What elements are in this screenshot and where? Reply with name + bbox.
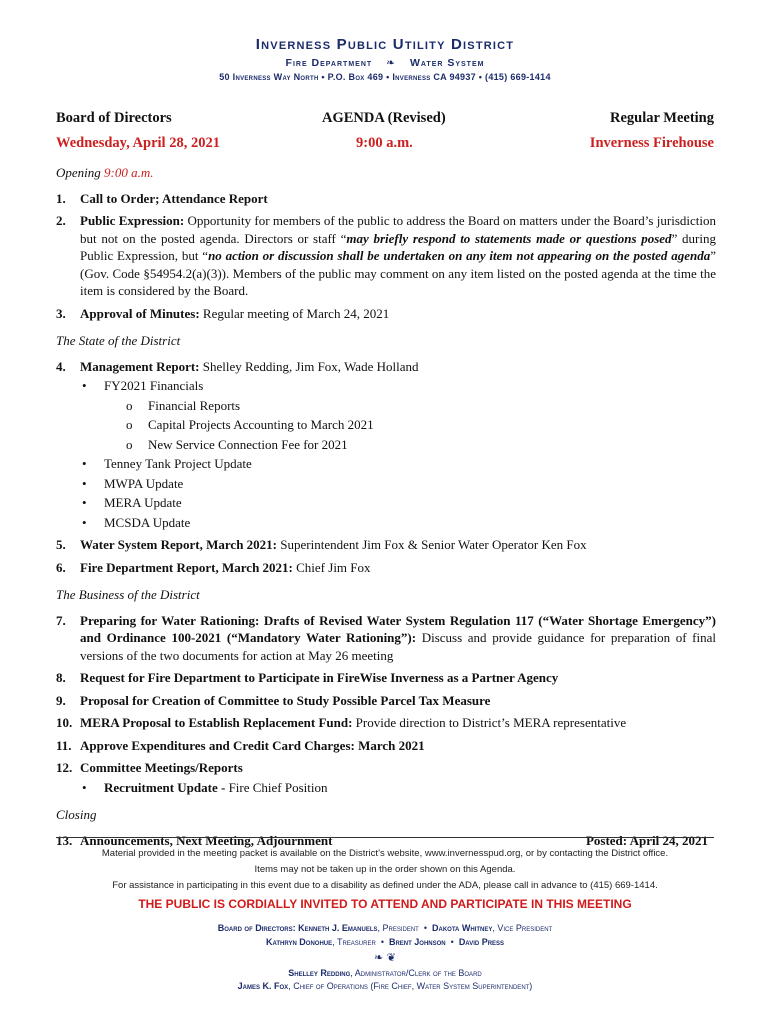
item-title: Committee Meetings/Reports <box>80 760 243 775</box>
item-title: Approval of Minutes: <box>80 305 200 321</box>
ornament-icon: ❧ ❦ <box>374 951 396 964</box>
item-number: 7. <box>56 612 66 628</box>
agenda-item-2 <box>56 212 716 300</box>
list-item-title: Recruitment Update - <box>104 779 226 795</box>
staff-role: , Chief of Operations (Fire Chief, Water System Superintendent) <box>288 981 533 991</box>
sublist-item: o Financial Reports <box>104 397 716 415</box>
item-text: Chief Jim Fox <box>292 559 371 575</box>
item-text: ” (Gov. Code §54954.2(a)(3)). Members of the public may comment on any item listed on the posted agenda at the time the item is considered by the Board. <box>80 248 716 298</box>
item-number: 6. <box>56 559 66 575</box>
item-number: 9. <box>56 692 66 708</box>
item-text: Superintendent Jim Fox & Senior Water Operator Ken Fox <box>277 537 587 552</box>
agenda-item-11 <box>56 737 716 755</box>
item-number: 3. <box>56 305 66 321</box>
board-roster <box>0 922 770 994</box>
agenda-item-7 <box>56 612 716 665</box>
list-item <box>56 779 716 797</box>
departments-line <box>0 57 770 69</box>
item-title: Proposal for Creation of Committee to Study Possible Parcel Tax Measure <box>80 692 491 708</box>
director-role: , President <box>377 923 419 933</box>
water-system-label: Water System <box>409 57 485 69</box>
meeting-time: 9:00 a.m. <box>356 135 413 151</box>
item-number: 11. <box>56 737 72 753</box>
agenda-label: AGENDA (Revised) <box>322 110 446 126</box>
address-line: 50 Inverness Way North • P.O. Box 469 • Inverness CA 94937 • (415) 669-1414 <box>219 72 551 82</box>
agenda-item-1 <box>56 190 716 208</box>
agenda-item-3 <box>56 305 716 323</box>
district-name: Inverness Public Utility District <box>255 36 515 53</box>
item-title: Fire Department Report, March 2021: <box>80 559 293 575</box>
note-packet: Material provided in the meeting packet is available on the District’s website, www.invernesspud.org, or by contacting the District office. <box>101 848 669 859</box>
item-text: ” during Public Expression, but “ <box>80 230 716 263</box>
director-name: Kenneth J. Emanuels <box>298 923 378 933</box>
director-role: , Vice President <box>492 923 553 933</box>
footer-notes <box>0 846 770 894</box>
item-title: Request for Fire Department to Participate in FireWise Inverness as a Partner Agency <box>80 670 559 685</box>
item-title: Approve Expenditures and Credit Card Charges: March 2021 <box>80 737 425 753</box>
director-name: Kathryn Donohue <box>265 936 333 947</box>
note-order: Items may not be taken up in the order shown on this Agenda. <box>254 864 516 875</box>
sublist-item: o New Service Connection Fee for 2021 <box>104 436 716 454</box>
director-name: David Press <box>458 936 505 947</box>
public-invitation: THE PUBLIC IS CORDIALLY INVITED TO ATTEND AND PARTICIPATE IN THIS MEETING <box>138 897 632 911</box>
agenda-item-8 <box>56 669 716 687</box>
fleuron-icon: ❧ <box>386 57 396 69</box>
item-number: 13. <box>56 832 73 848</box>
section-heading-state: The State of the District <box>56 333 181 348</box>
item-number: 12. <box>56 760 73 775</box>
footer-divider <box>56 837 714 838</box>
agenda-item-5 <box>56 536 716 554</box>
list-item-text: FY2021 Financials <box>104 378 204 393</box>
agenda-item-4 <box>56 358 716 532</box>
item-number: 8. <box>56 670 66 685</box>
board-label: Board of Directors <box>56 110 172 126</box>
item-title: Public Expression: <box>80 213 185 228</box>
director-name: Dakota Whitney <box>432 923 493 933</box>
board-label: Board of Directors: <box>217 923 296 933</box>
item-title: Water System Report, March 2021: <box>80 537 278 552</box>
financials-sublist <box>104 397 716 454</box>
opening-time: 9:00 a.m. <box>104 165 154 180</box>
director-role: , Treasurer <box>332 936 376 947</box>
agenda-item-9 <box>56 692 716 710</box>
note-ada: For assistance in participating in this event due to a disability as defined under the ADA, please call in advance to (415) 669-1414. <box>112 880 658 891</box>
opening-label: Opening <box>56 165 101 180</box>
roster-line-1: Board of Directors: Kenneth J. Emanuels, President • Dakota Whitney, Vice President <box>217 923 553 933</box>
item-text: Opportunity for members of the public to address the Board on matters under the Board’s jurisdiction but not on the posted agenda. Directors or staff “ <box>80 213 716 246</box>
item-text: Regular meeting of March 24, 2021 <box>199 305 390 321</box>
sublist-item: o Capital Projects Accounting to March 2021 <box>104 416 716 434</box>
item-title: MERA Proposal to Establish Replacement Fund: <box>80 715 353 730</box>
roster-line-4 <box>0 980 770 994</box>
list-item-text: Fire Chief Position <box>225 779 328 795</box>
meeting-type-label: Regular Meeting <box>609 110 714 126</box>
staff-name: Shelley Redding <box>288 967 351 978</box>
list-item: • MWPA Update <box>56 475 716 493</box>
section-heading-business: The Business of the District <box>56 587 200 602</box>
item-number: 10. <box>56 715 73 730</box>
meeting-location: Inverness Firehouse <box>589 135 714 151</box>
letterhead <box>0 36 770 82</box>
item-title: Call to Order; Attendance Report <box>80 190 268 206</box>
list-item: • MCSDA Update <box>56 514 716 532</box>
item-text: Discuss and provide guidance for preparation of final versions of the two documents for action at May 26 meeting <box>80 630 716 663</box>
staff-role: , Administrator/Clerk of the Board <box>350 967 482 978</box>
roster-line-3 <box>0 967 770 981</box>
fire-department-label: Fire Department <box>285 57 373 69</box>
committee-list <box>56 779 716 797</box>
item-emphasis: may briefly respond to statements made or questions posed <box>346 230 672 246</box>
item-title: Preparing for Water Rationing: Drafts of Revised Water System Regulation 117 (“Water Shortage Emergency”) and Ordinance 100-2021 (“Mandatory Water Rationing”): <box>80 612 716 645</box>
management-report-list <box>56 377 716 531</box>
item-text: Shelley Redding, Jim Fox, Wade Holland <box>199 358 419 374</box>
opening-heading <box>56 164 716 182</box>
posted-date: Posted: April 24, 2021 <box>585 832 708 848</box>
item-emphasis: no action or discussion shall be undertaken on any item not appearing on the posted agenda <box>208 248 711 263</box>
item-title: Announcements, Next Meeting, Adjournment <box>80 832 333 848</box>
section-heading-closing: Closing <box>56 807 97 822</box>
list-item: • MERA Update <box>56 494 716 512</box>
roster-line-2: Kathryn Donohue, Treasurer • Brent Johnson • David Press <box>265 936 505 947</box>
agenda-item-12 <box>56 759 716 796</box>
director-name: Brent Johnson <box>388 936 446 947</box>
staff-name: James K. Fox <box>237 981 289 991</box>
item-title: Management Report: <box>80 358 200 374</box>
agenda-item-10 <box>56 714 716 732</box>
agenda-item-6 <box>56 559 716 577</box>
item-number: 1. <box>56 190 66 206</box>
item-number: 4. <box>56 358 66 374</box>
item-number: 2. <box>56 213 66 228</box>
item-text: Provide direction to District’s MERA representative <box>352 715 627 730</box>
list-item <box>56 377 716 453</box>
item-number: 5. <box>56 537 66 552</box>
agenda-body <box>56 164 716 854</box>
list-item: • Tenney Tank Project Update <box>56 455 716 473</box>
meeting-date: Wednesday, April 28, 2021 <box>56 135 220 151</box>
